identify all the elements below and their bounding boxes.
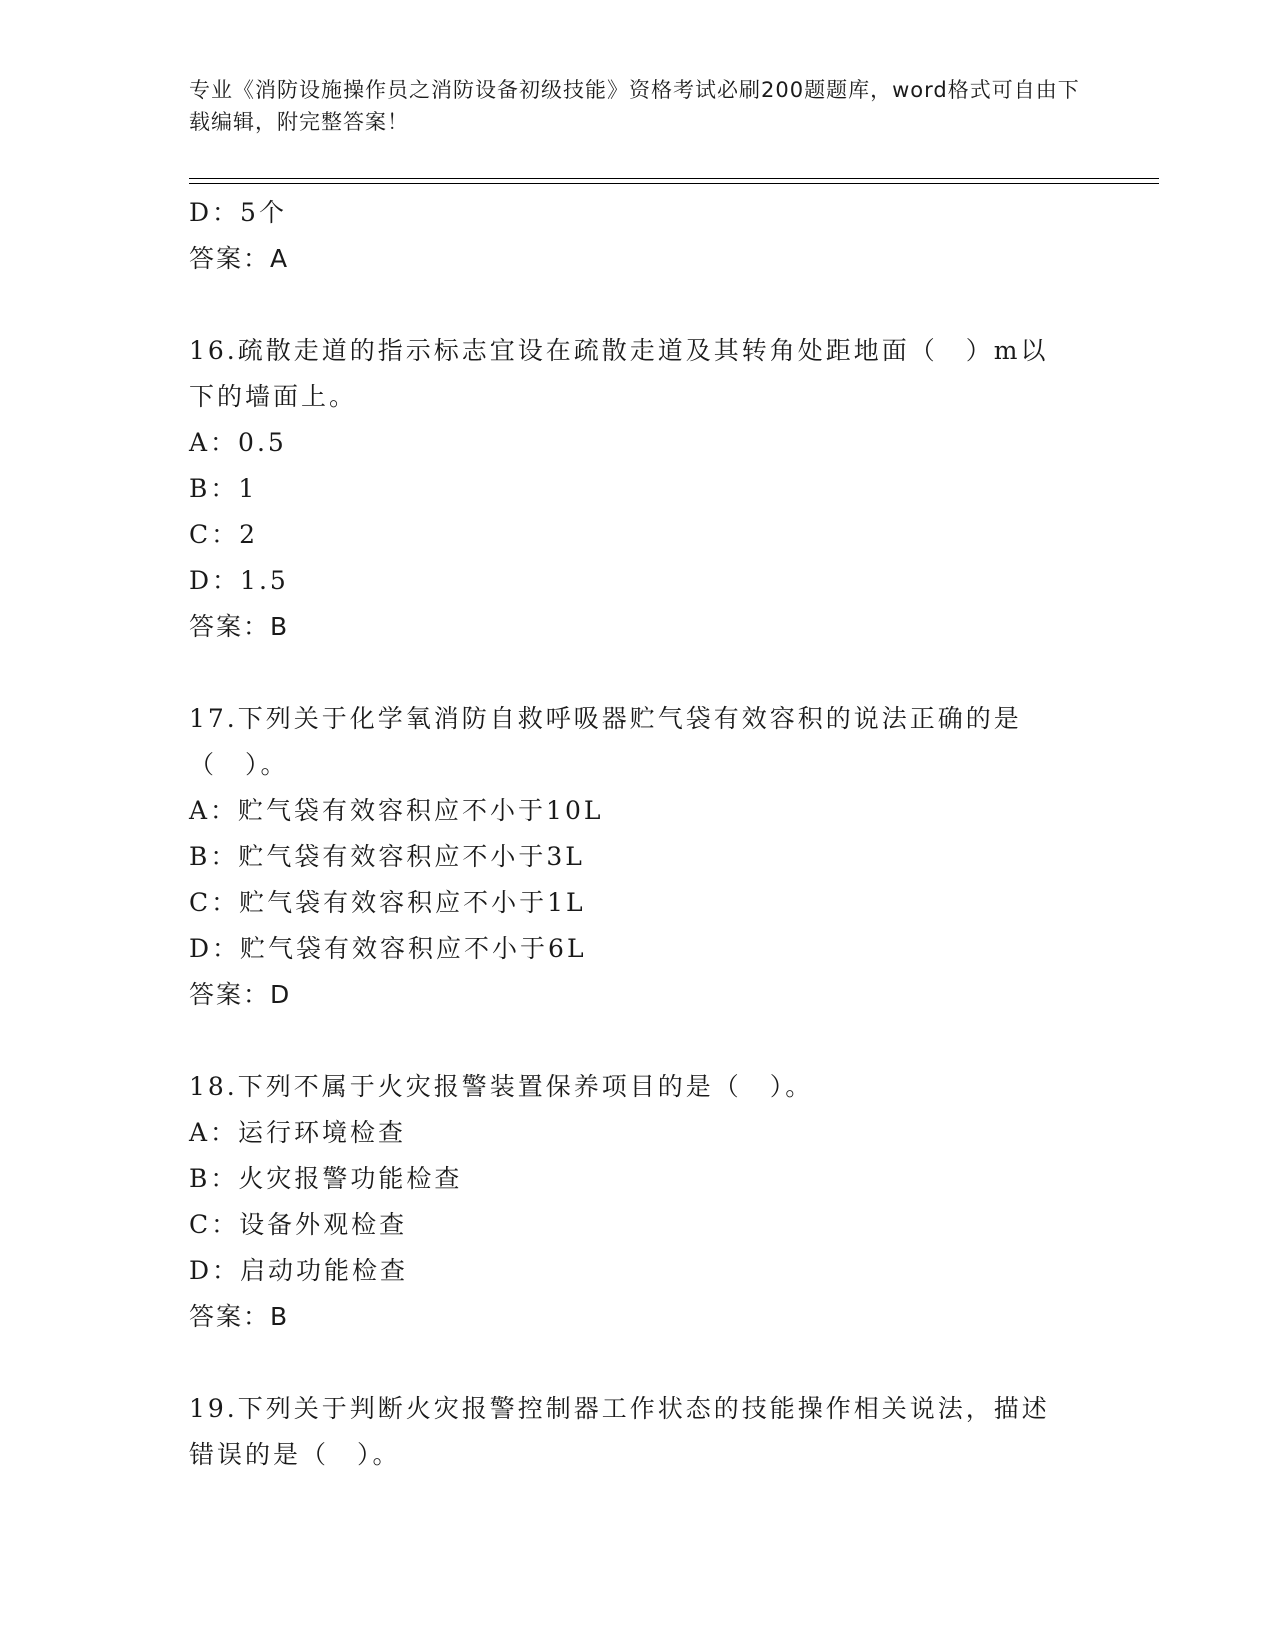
option-a: A：贮气袋有效容积应不小于10L [189, 796, 604, 825]
question-stem: 16.疏散走道的指示标志宜设在疏散走道及其转角处距地面（ ）m以下的墙面上。 [189, 336, 1049, 411]
header-divider [189, 183, 1159, 184]
option-c: C：贮气袋有效容积应不小于1L [189, 888, 586, 917]
header-divider [189, 178, 1159, 179]
option-d: D：1.5 [189, 566, 289, 595]
question-stem: 19.下列关于判断火灾报警控制器工作状态的技能操作相关说法，描述错误的是（ ）。 [189, 1394, 1050, 1469]
option-a: A：0.5 [189, 428, 287, 457]
option-d: D：贮气袋有效容积应不小于6L [189, 934, 587, 963]
answer: 答案：B [189, 612, 290, 641]
option-b: B：火灾报警功能检查 [189, 1164, 463, 1193]
question-16 [189, 328, 1069, 650]
answer: 答案：B [189, 1302, 290, 1331]
question-list [189, 190, 1069, 1478]
option-c: C：设备外观检查 [189, 1210, 408, 1239]
question-stem: 18.下列不属于火灾报警装置保养项目的是（ ）。 [189, 1072, 814, 1101]
option-c: C：2 [189, 520, 259, 549]
option-b: B：1 [189, 474, 258, 503]
question-19 [189, 1386, 1069, 1478]
option-a: A：运行环境检查 [189, 1118, 407, 1147]
question-stem: 17.下列关于化学氧消防自救呼吸器贮气袋有效容积的说法正确的是（ ）。 [189, 704, 1022, 779]
option-d: D：5个 [189, 198, 287, 227]
answer: 答案：A [189, 244, 290, 273]
question-18 [189, 1064, 1069, 1340]
option-b: B：贮气袋有效容积应不小于3L [189, 842, 585, 871]
document-header: 专业《消防设施操作员之消防设备初级技能》资格考试必刷200题题库，word格式可自由下载编辑，附完整答案！ [189, 78, 1080, 134]
question-17 [189, 696, 1069, 1018]
option-d: D：启动功能检查 [189, 1256, 409, 1285]
answer: 答案：D [189, 980, 292, 1009]
